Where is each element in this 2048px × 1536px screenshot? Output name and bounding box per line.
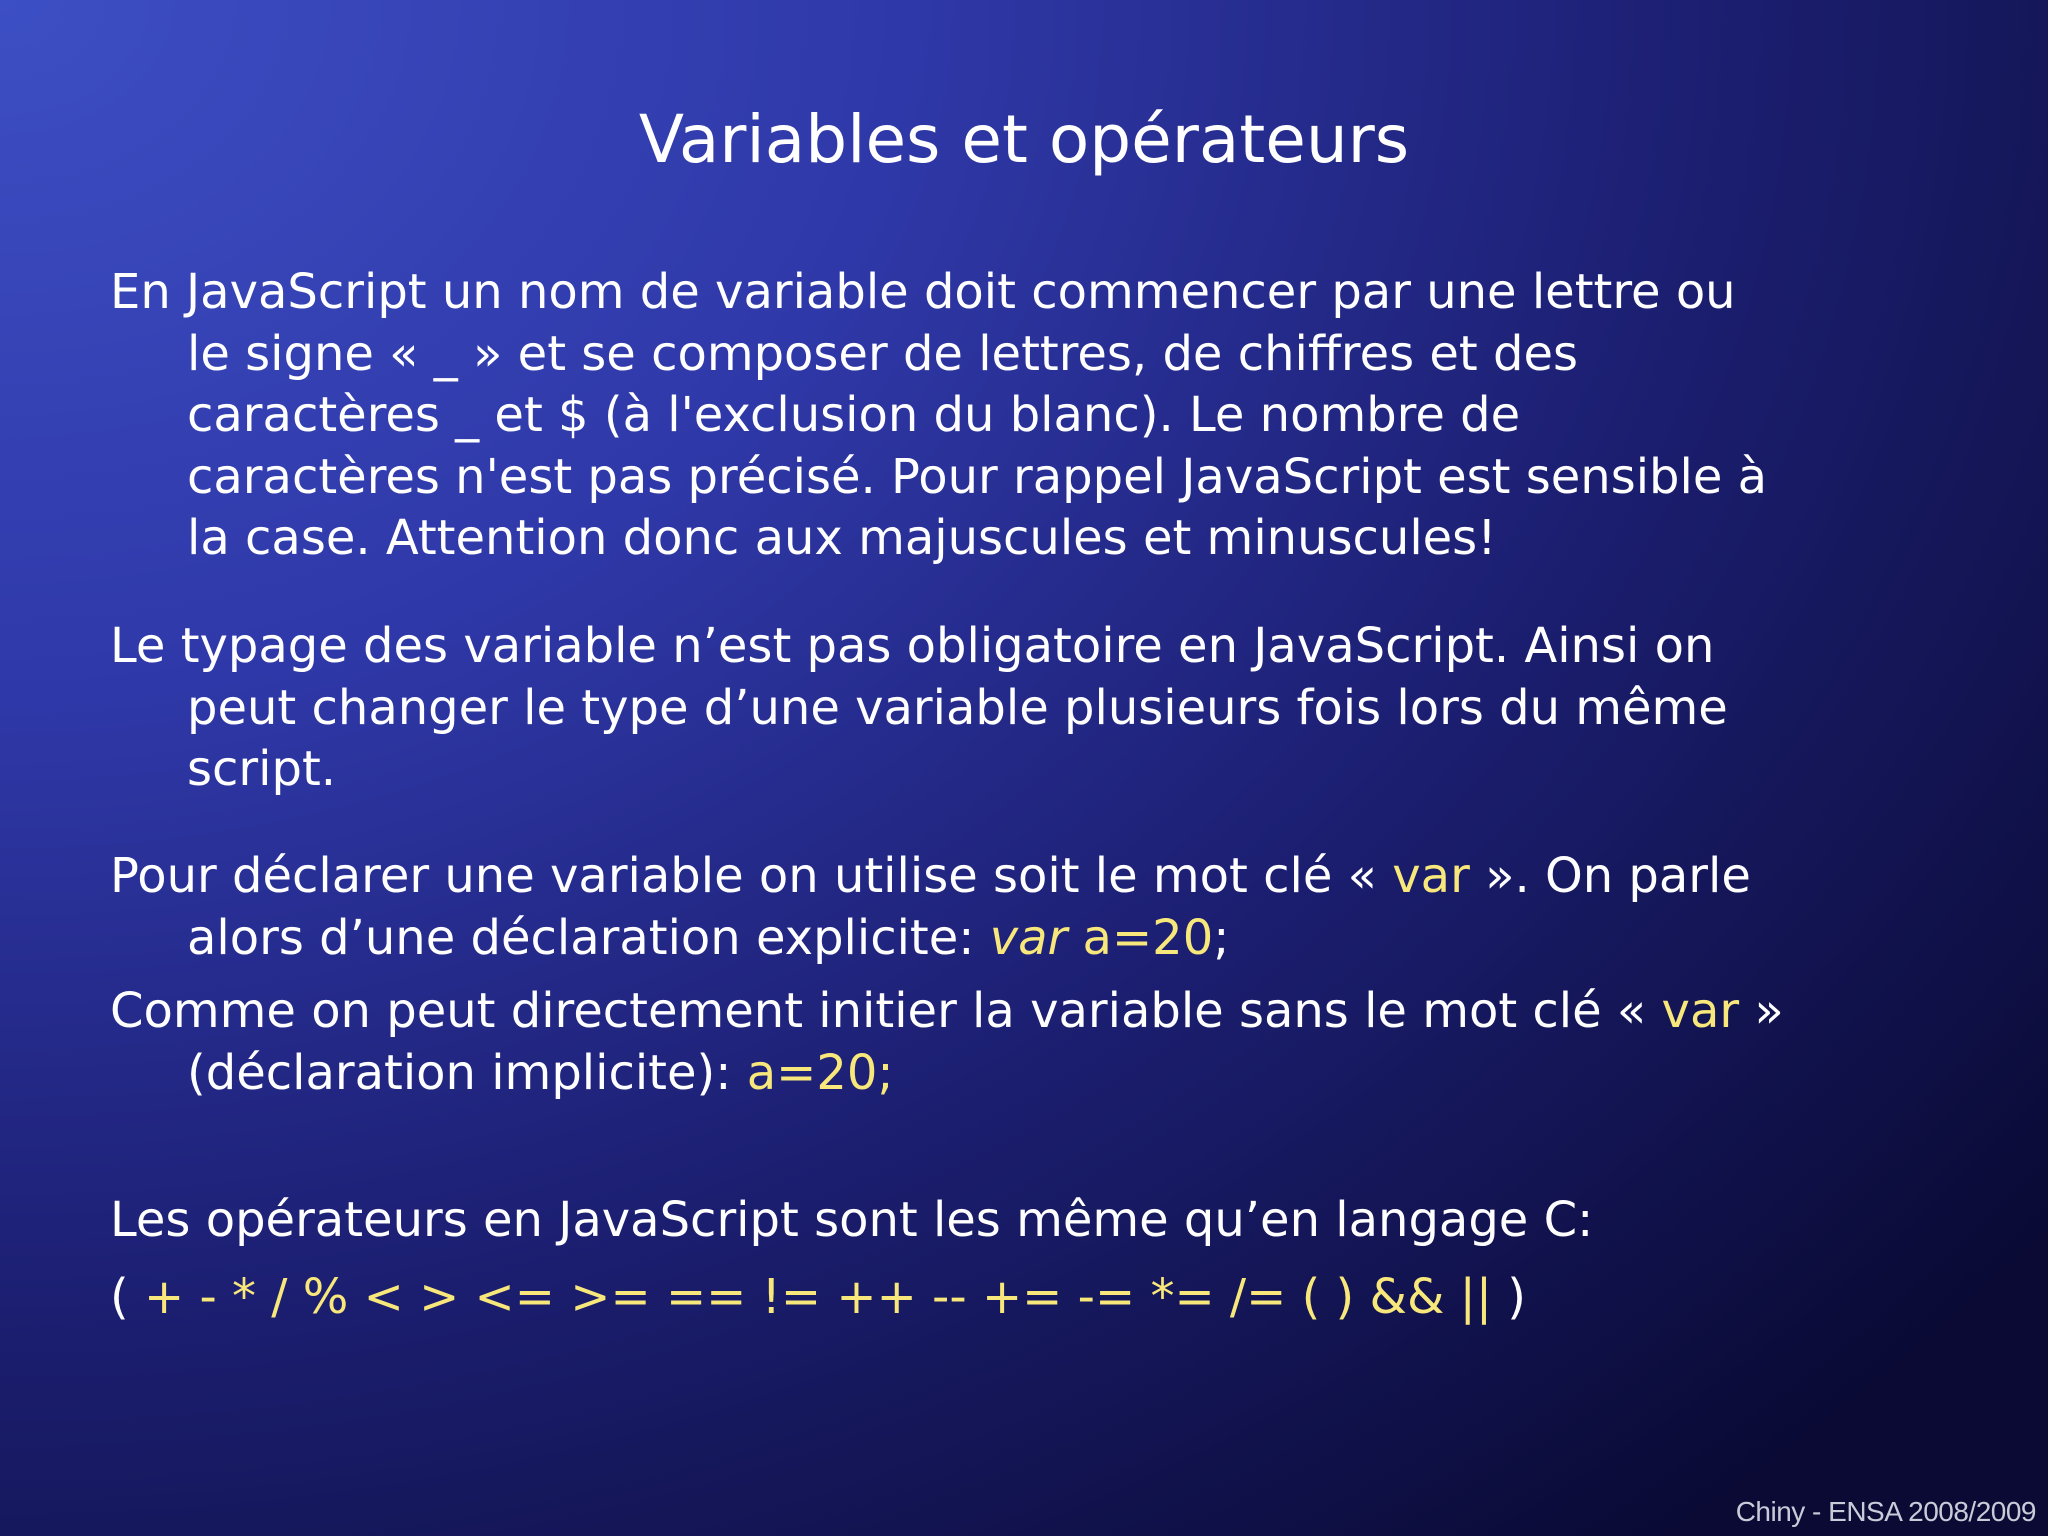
text-line xyxy=(110,981,1990,1043)
text-line: la case. Attention donc aux majuscules et minuscules! xyxy=(187,510,1497,566)
text-line: Le typage des variable n’est pas obligatoire en JavaScript. Ainsi on xyxy=(110,618,1715,674)
paragraph-variable-naming xyxy=(110,262,1990,570)
text-line xyxy=(110,1043,1990,1105)
text-line: caractères n'est pas précisé. Pour rappel JavaScript est sensible à xyxy=(187,448,1768,505)
open-paren: ( xyxy=(110,1269,129,1325)
code-snippet: a=20; xyxy=(746,1044,894,1101)
text-line: caractères _ et $ (à l'exclusion du blanc). Le nombre de xyxy=(187,387,1521,443)
operators-text: + - * / % < > <= >= == != ++ -- += -= *= /= ( ) && || xyxy=(128,1269,1508,1325)
text-segment: Comme on peut directement initier la variable sans le mot clé « xyxy=(110,983,1662,1039)
close-paren: ) xyxy=(1507,1269,1526,1325)
text-line xyxy=(110,846,1990,908)
keyword-var: var xyxy=(1661,983,1740,1039)
text-segment: ; xyxy=(1213,909,1230,966)
text-line xyxy=(110,908,1990,970)
text-segment: » xyxy=(1739,983,1784,1039)
text-line: Les opérateurs en JavaScript sont les même qu’en langage C: xyxy=(110,1192,1594,1248)
text-segment: (déclaration implicite): xyxy=(187,1044,747,1101)
text-segment: Pour déclarer une variable on utilise soit le mot clé « xyxy=(110,848,1393,904)
text-segment: ». On parle xyxy=(1469,848,1751,904)
paragraph-implicit-declaration xyxy=(110,981,1990,1104)
text-line: En JavaScript un nom de variable doit commencer par une lettre ou xyxy=(110,264,1736,320)
text-line: peut changer le type d’une variable plusieurs fois lors du même xyxy=(187,679,1728,736)
footer-credit: Chiny - ENSA 2008/2009 xyxy=(1735,1496,2036,1527)
slide-title: Variables et opérateurs xyxy=(638,101,1410,178)
keyword-var-italic: var xyxy=(989,909,1068,966)
paragraph-typing xyxy=(110,616,1990,801)
paragraph-operators-intro xyxy=(110,1190,1990,1252)
operators-list xyxy=(110,1262,1526,1332)
text-segment: alors d’une déclaration explicite: xyxy=(187,909,990,966)
text-line: script. xyxy=(187,741,337,797)
text-line: le signe « _ » et se composer de lettres, de chiffres et des xyxy=(187,325,1579,382)
code-snippet: a=20 xyxy=(1067,909,1214,966)
keyword-var: var xyxy=(1392,848,1470,904)
paragraph-explicit-declaration xyxy=(110,846,1990,969)
